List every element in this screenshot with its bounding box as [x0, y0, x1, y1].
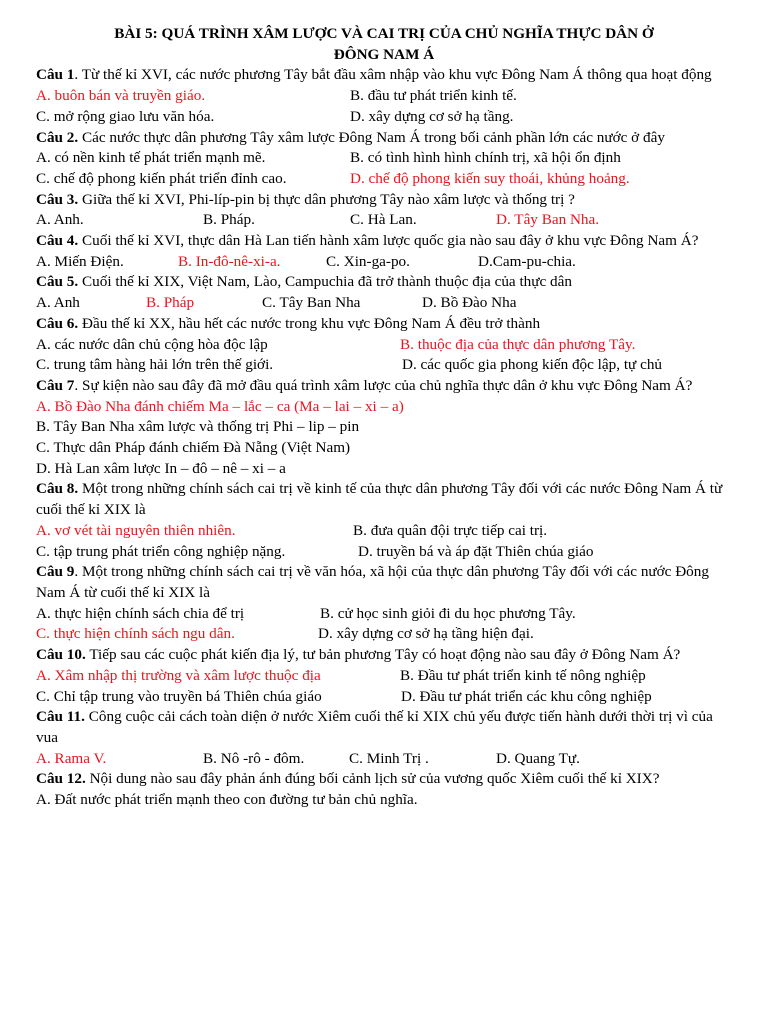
answer-row: [36, 148, 732, 169]
answer-d: D. Hà Lan xâm lược In – đô – nê – xi – a: [36, 459, 286, 477]
question-text: Đầu thế kỉ XX, hầu hết các nước trong khu vực Đông Nam Á đều trở thành: [78, 314, 541, 332]
question-label: Câu 12.: [36, 770, 86, 788]
answer-a: A. Anh.: [36, 211, 84, 229]
question-text: Cuối thế kỉ XVI, thực dân Hà Lan tiến hành xâm lược quốc gia nào sau đây ở khu vực Đông Nam Á?: [78, 232, 699, 250]
answer-b: B. Đầu tư phát triển kinh tế nông nghiệp: [400, 666, 646, 684]
answer-a: A. Miến Điện.: [36, 252, 124, 270]
question-label: Câu 10.: [36, 646, 86, 664]
question-label: Câu 8.: [36, 480, 79, 498]
question-text: Nội dung nào sau đây phản ánh đúng bối cảnh lịch sử của vương quốc Xiêm cuối thế kỉ XIX?: [85, 770, 660, 788]
answer-c-correct: C. thực hiện chính sách ngu dân.: [36, 625, 235, 643]
answer-a-correct: A. buôn bán và truyền giáo.: [36, 87, 206, 105]
answer-a: A. Đất nước phát triển mạnh theo con đường tư bản chủ nghĩa.: [36, 791, 418, 809]
answer-row: [36, 624, 732, 645]
question-text: Các nước thực dân phương Tây xâm lược Đông Nam Á trong bối cảnh phần lớn các nước ở đây: [78, 128, 665, 146]
answer-a-correct: A. Xâm nhập thị trường và xâm lược thuộc địa: [36, 666, 321, 684]
question-label: Câu 3.: [36, 190, 79, 208]
answer-a-correct: A. Rama V.: [36, 749, 107, 767]
answer-a-correct: A. Bồ Đào Nha đánh chiếm Ma – lắc – ca (Ma – lai – xi – a): [36, 397, 404, 415]
answer-d: D.Cam-pu-chia.: [478, 252, 576, 270]
answer-a: A. có nền kinh tế phát triển mạnh mẽ.: [36, 149, 266, 167]
answer-c: C. tập trung phát triển công nghiệp nặng.: [36, 542, 286, 560]
answer-b-correct: B. In-đô-nê-xi-a.: [178, 252, 281, 270]
answer-d: D. xây dựng cơ sở hạ tầng hiện đại.: [318, 625, 534, 643]
answer-row: [36, 86, 732, 107]
question-12: [36, 769, 732, 790]
answer-a-correct: A. vơ vét tài nguyên thiên nhiên.: [36, 521, 236, 539]
question-text: . Từ thế kỉ XVI, các nước phương Tây bắt đầu xâm nhập vào khu vực Đông Nam Á thông qua hoạt động: [74, 66, 712, 84]
answer-b: B. đầu tư phát triển kinh tế.: [350, 87, 517, 105]
answer-c: C. Tây Ban Nha: [262, 294, 361, 312]
answer-row: [36, 687, 732, 708]
question-1: [36, 65, 732, 86]
question-7: [36, 376, 732, 397]
answer-row: [36, 542, 732, 563]
question-9: [36, 562, 732, 603]
answer-d-correct: D. Tây Ban Nha.: [496, 211, 600, 229]
answer-b: B. cử học sinh giỏi đi du học phương Tây.: [320, 604, 576, 622]
question-text: Công cuộc cải cách toàn diện ở nước Xiêm cuối thế kỉ XIX chủ yếu được tiến hành dưới thời trị vì của vua: [36, 708, 713, 746]
answer-a: A. thực hiện chính sách chia để trị: [36, 604, 245, 622]
question-3: [36, 190, 732, 211]
question-8: [36, 479, 732, 520]
answer-c: C. Minh Trị .: [349, 749, 429, 767]
answer-b: B. Tây Ban Nha xâm lược và thống trị Phi – lip – pin: [36, 418, 360, 436]
question-label: Câu 11.: [36, 708, 85, 726]
question-label: Câu 6.: [36, 314, 79, 332]
question-label: Câu 1: [36, 66, 75, 84]
answer-c: C. mở rộng giao lưu văn hóa.: [36, 107, 215, 125]
answer-c: C. Thực dân Pháp đánh chiếm Đà Nẵng (Việt Nam): [36, 439, 351, 457]
answer-c: C. chế độ phong kiến phát triển đỉnh cao.: [36, 169, 287, 187]
question-text: Tiếp sau các cuộc phát kiến địa lý, tư bản phương Tây có hoạt động nào sau đây ở Đông Nam Á?: [85, 646, 681, 664]
answer-row: [36, 355, 732, 376]
question-label: Câu 9: [36, 563, 75, 581]
question-10: [36, 645, 732, 666]
answer-b-correct: B. thuộc địa của thực dân phương Tây.: [400, 335, 636, 353]
question-label: Câu 7: [36, 376, 75, 394]
answer-c: C. Xin-ga-po.: [326, 252, 410, 270]
answer-d: D. Bồ Đào Nha: [422, 294, 517, 312]
answer-row: [36, 293, 732, 314]
title-line-2: ĐÔNG NAM Á: [333, 45, 435, 63]
question-label: Câu 4.: [36, 232, 79, 250]
question-5: [36, 272, 732, 293]
answer-row: [36, 604, 732, 625]
answer-row: [36, 252, 732, 273]
question-11: [36, 707, 732, 748]
question-text: Cuối thế kỉ XIX, Việt Nam, Lào, Campuchia đã trở thành thuộc địa của thực dân: [78, 273, 572, 291]
answer-d: D. xây dựng cơ sở hạ tầng.: [350, 107, 514, 125]
question-text: . Sự kiện nào sau đây đã mở đầu quá trình xâm lược của chủ nghĩa thực dân ở khu vực Đông Nam Á?: [74, 376, 693, 394]
answer-d: D. Quang Tự.: [496, 749, 580, 767]
answer-a: A. các nước dân chủ cộng hòa độc lập: [36, 335, 268, 353]
answer-row: [36, 749, 732, 770]
answer-c: C. Hà Lan.: [350, 211, 417, 229]
answer-d: D. Đầu tư phát triển các khu công nghiệp: [401, 687, 652, 705]
answer-c: C. Chỉ tập trung vào truyền bá Thiên chúa giáo: [36, 687, 322, 705]
answer-b-correct: B. Pháp: [146, 294, 195, 312]
answer-a: A. Anh: [36, 294, 80, 312]
answer-c: C. trung tâm hàng hải lớn trên thế giới.: [36, 356, 274, 374]
answer-d: D. các quốc gia phong kiến độc lập, tự chủ: [402, 356, 663, 374]
question-6: [36, 314, 732, 335]
question-text: Một trong những chính sách cai trị về kinh tế của thực dân phương Tây đối với các nước Đông Nam Á từ cuối thế kỉ XIX là: [36, 480, 723, 519]
answer-row: [36, 521, 732, 542]
answer-row: [36, 210, 732, 231]
question-label: Câu 5.: [36, 273, 79, 291]
answer-b: B. Pháp.: [203, 211, 255, 229]
question-text: Giữa thế kỉ XVI, Phi-líp-pin bị thực dân phương Tây nào xâm lược và thống trị ?: [78, 190, 575, 208]
answer-d-correct: D. chế độ phong kiến suy thoái, khủng hoảng.: [350, 169, 630, 187]
answer-row: [36, 169, 732, 190]
answer-row: [36, 666, 732, 687]
answer-row: [36, 107, 732, 128]
question-2: [36, 128, 732, 149]
answer-row: [36, 335, 732, 356]
question-label: Câu 2.: [36, 128, 79, 146]
document-title: [36, 24, 732, 65]
answer-b: B. có tình hình hình chính trị, xã hội ổn định: [350, 149, 621, 167]
question-text: . Một trong những chính sách cai trị về văn hóa, xã hội của thực dân phương Tây đối với các nước Đông Nam Á từ cuối thế kỉ XIX là: [36, 563, 709, 601]
title-line-1: BÀI 5: QUÁ TRÌNH XÂM LƯỢC VÀ CAI TRỊ CỦA CHỦ NGHĨA THỰC DÂN Ở: [114, 25, 654, 42]
answer-b: B. Nô -rô - đôm.: [203, 749, 305, 767]
answer-d: D. truyền bá và áp đặt Thiên chúa giáo: [358, 542, 594, 560]
question-4: [36, 231, 732, 252]
answer-b: B. đưa quân đội trực tiếp cai trị.: [353, 521, 548, 539]
